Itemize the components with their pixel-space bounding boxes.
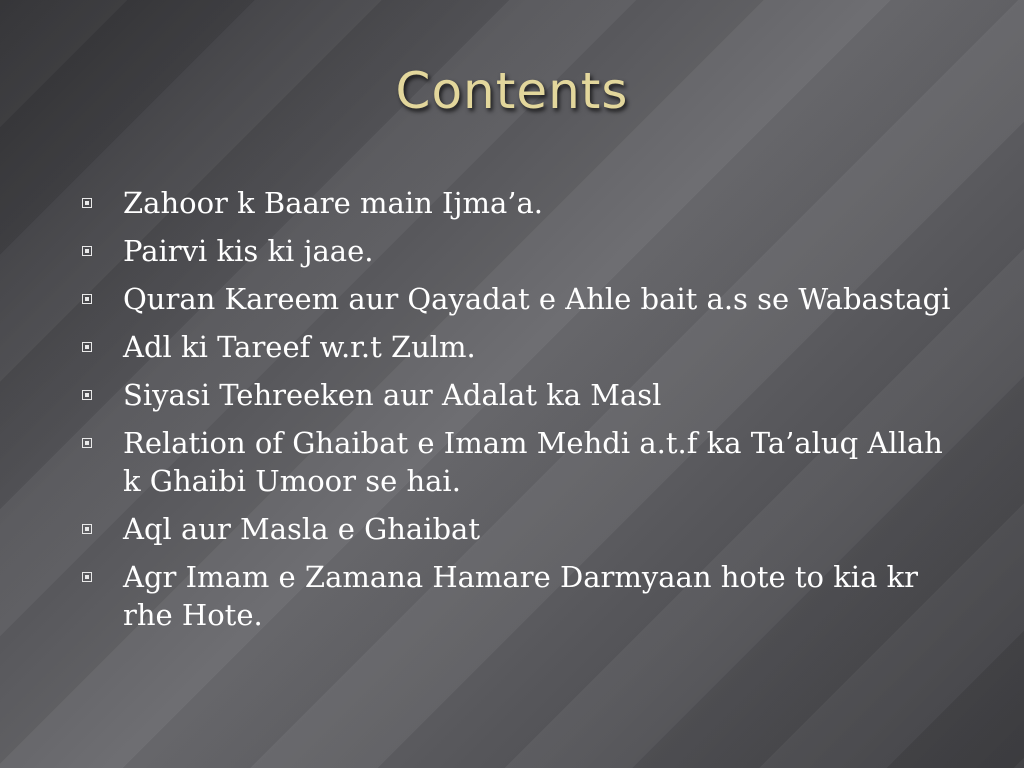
- square-bullet-icon: [82, 246, 92, 256]
- square-bullet-icon: [82, 438, 92, 448]
- list-item-text: Adl ki Tareef w.r.t Zulm.: [123, 330, 476, 364]
- list-item-text: Siyasi Tehreeken aur Adalat ka Masl: [123, 378, 662, 412]
- slide-title: Contents: [395, 62, 629, 120]
- list-item: [82, 280, 962, 318]
- list-item-text: Quran Kareem aur Qayadat e Ahle bait a.s se Wabastagi: [123, 282, 951, 316]
- list-item-text: Relation of Ghaibat e Imam Mehdi a.t.f ka Ta’aluq Allah k Ghaibi Umoor se hai.: [123, 426, 943, 498]
- square-bullet-icon: [82, 198, 92, 208]
- square-bullet-icon: [82, 342, 92, 352]
- list-item: [82, 424, 962, 500]
- square-bullet-icon: [82, 524, 92, 534]
- list-item-text: Agr Imam e Zamana Hamare Darmyaan hote to kia kr rhe Hote.: [123, 560, 919, 632]
- list-item: [82, 376, 962, 414]
- square-bullet-icon: [82, 572, 92, 582]
- list-item-text: Zahoor k Baare main Ijma’a.: [123, 186, 543, 220]
- list-item-text: Aql aur Masla e Ghaibat: [123, 512, 480, 546]
- list-item: [82, 184, 962, 222]
- list-item: [82, 558, 962, 634]
- list-item-text: Pairvi kis ki jaae.: [123, 234, 374, 268]
- square-bullet-icon: [82, 294, 92, 304]
- list-item: [82, 328, 962, 366]
- list-item: [82, 510, 962, 548]
- contents-list: [82, 184, 962, 644]
- list-item: [82, 232, 962, 270]
- square-bullet-icon: [82, 390, 92, 400]
